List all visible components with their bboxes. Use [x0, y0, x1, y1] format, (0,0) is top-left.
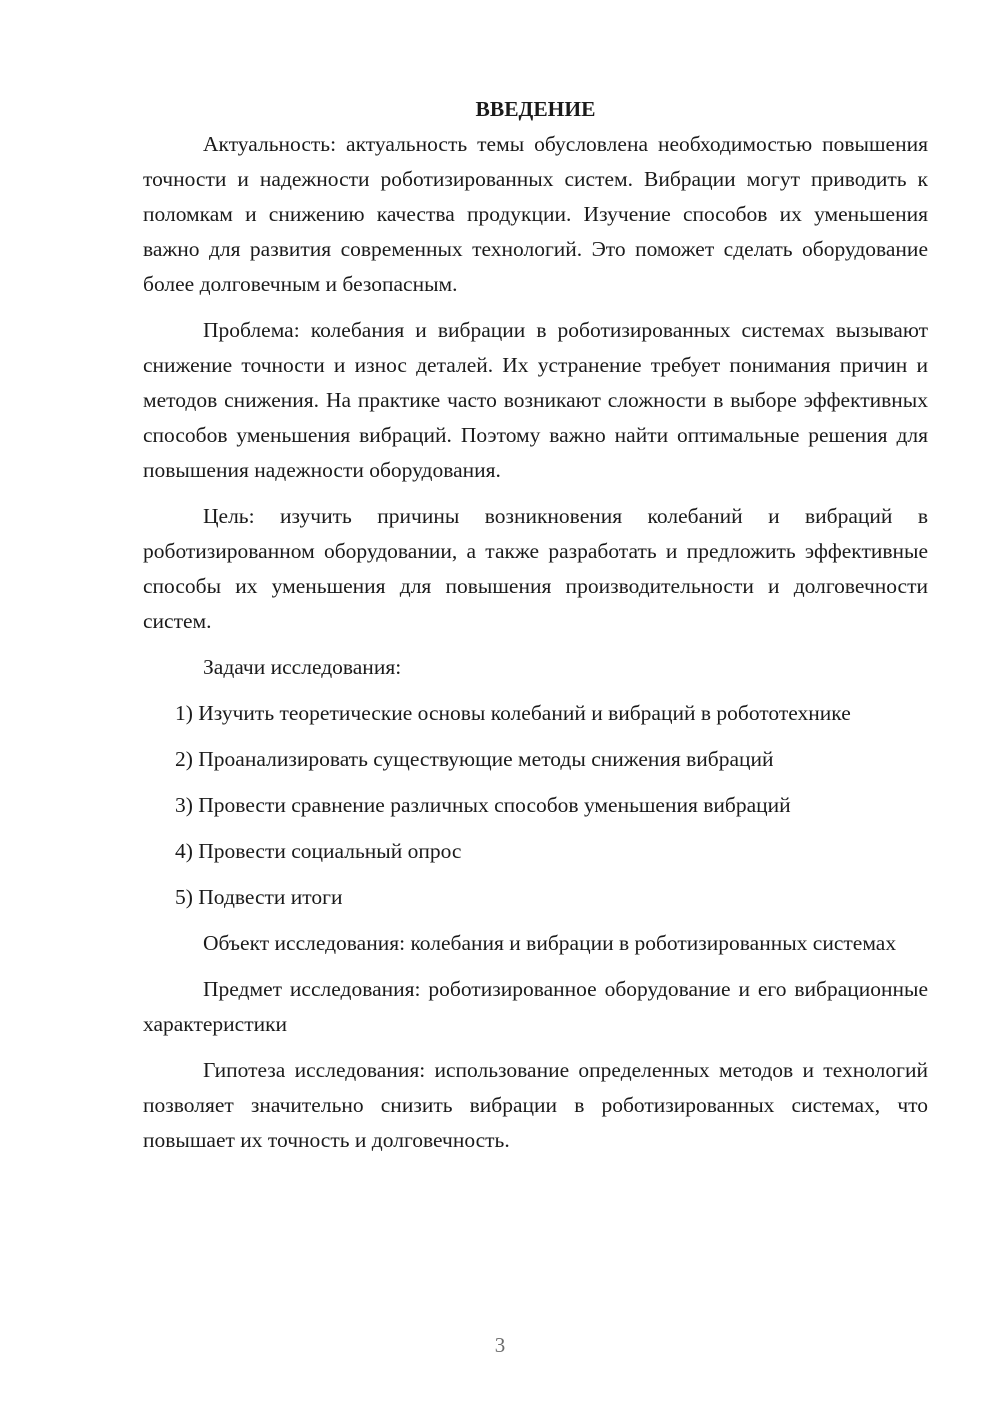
goal-paragraph: Цель: изучить причины возникновения колебаний и вибраций в роботизированном оборудовании, а также разработать и предложить эффективные способы их уменьшения для повышения производительности и долговечности систем.: [143, 504, 928, 633]
page-number: 3: [494, 1333, 506, 1357]
subject-paragraph: Предмет исследования: роботизированное оборудование и его вибрационные характеристики: [143, 977, 928, 1036]
document-body: [143, 92, 928, 1169]
task-item: 5) Подвести итоги: [175, 885, 343, 909]
problem-paragraph: Проблема: колебания и вибрации в роботизированных системах вызывают снижение точности и износ деталей. Их устранение требует понимания причин и методов снижения. На практике часто возникают сложности в выборе эффективных способов уменьшения вибраций. Поэтому важно найти оптимальные решения для повышения надежности оборудования.: [143, 318, 928, 482]
document-title: ВВЕДЕНИЕ: [475, 97, 596, 121]
task-item: 4) Провести социальный опрос: [175, 839, 462, 863]
task-item: 2) Проанализировать существующие методы снижения вибраций: [175, 747, 774, 771]
object-paragraph: Объект исследования: колебания и вибрации в роботизированных системах: [203, 931, 897, 955]
hypothesis-paragraph: Гипотеза исследования: использование определенных методов и технологий позволяет значительно снизить вибрации в роботизированных системах, что повышает их точность и долговечность.: [143, 1058, 928, 1152]
relevance-paragraph: Актуальность: актуальность темы обусловлена необходимостью повышения точности и надежности роботизированных систем. Вибрации могут приводить к поломкам и снижению качества продукции. Изучение способов их уменьшения важно для развития современных технологий. Это поможет сделать оборудование более долговечным и безопасным.: [143, 132, 928, 296]
tasks-heading: Задачи исследования:: [203, 655, 402, 679]
task-item: 1) Изучить теоретические основы колебаний и вибраций в робототехнике: [175, 701, 851, 725]
task-item: 3) Провести сравнение различных способов уменьшения вибраций: [175, 793, 791, 817]
